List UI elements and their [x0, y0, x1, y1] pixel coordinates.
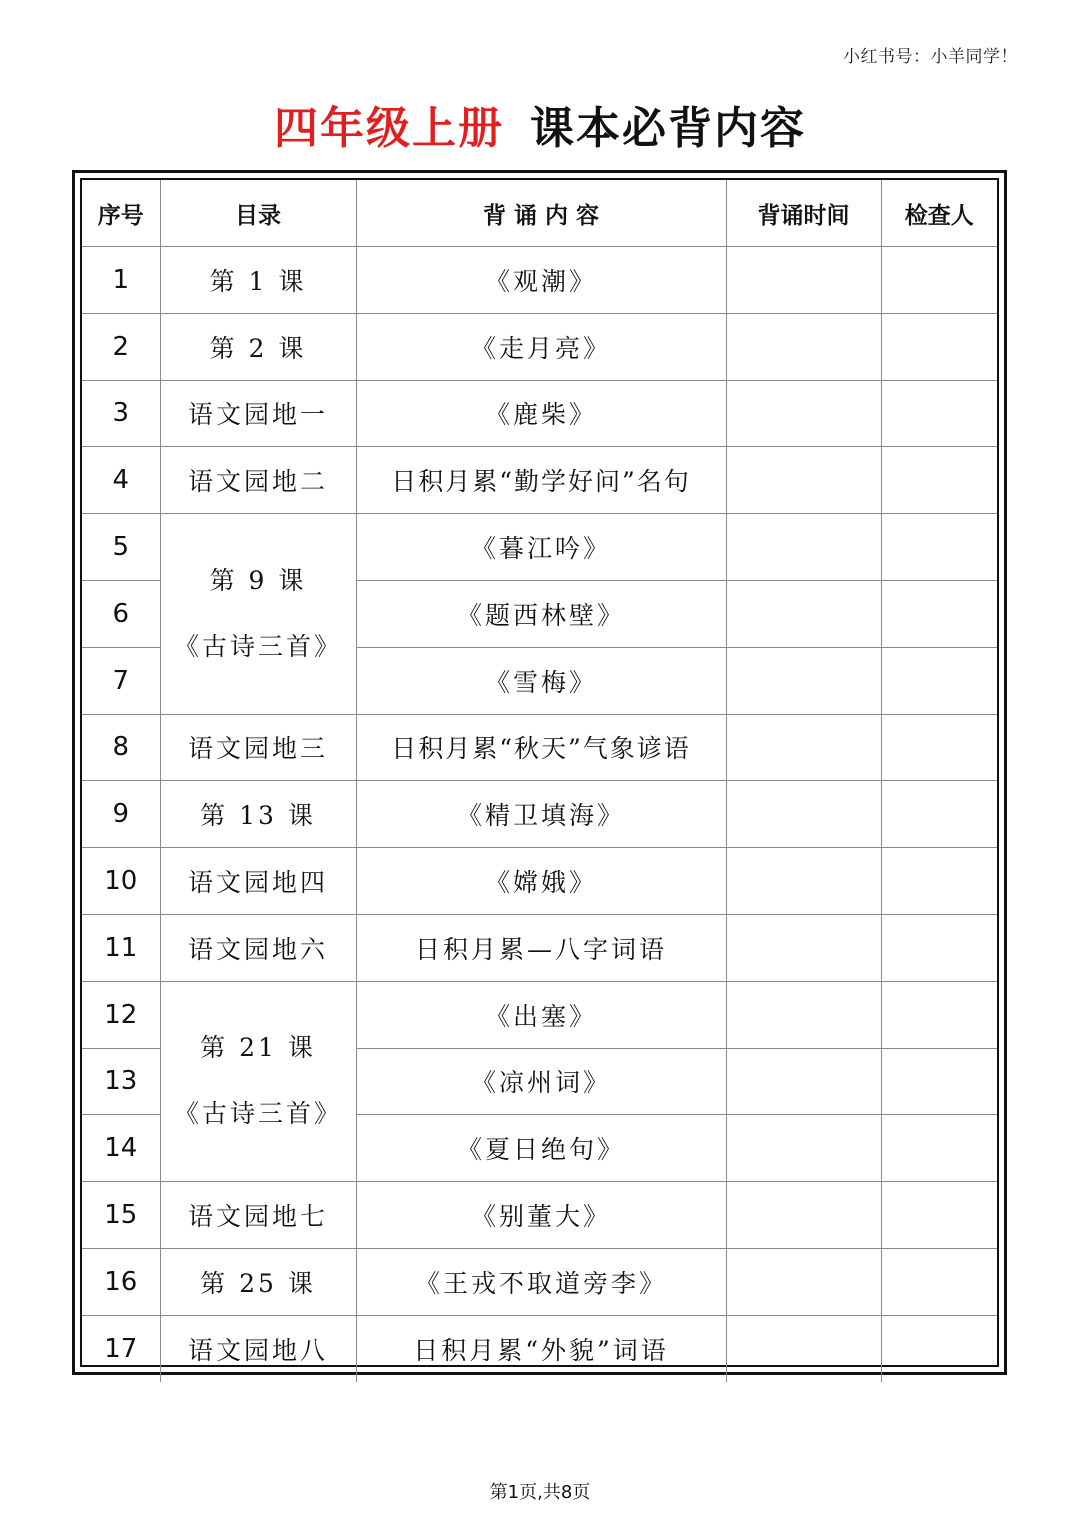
- table-row: [82, 1248, 997, 1315]
- row-checker-cell[interactable]: [881, 1048, 997, 1115]
- row-index: 7: [82, 647, 160, 714]
- row-index: 15: [82, 1182, 160, 1249]
- page-number: 第1页,共8页: [489, 1482, 591, 1503]
- watermark-account: 小红书号：小羊同学！: [843, 47, 1018, 67]
- row-checker-cell[interactable]: [881, 380, 997, 447]
- table-row: [82, 981, 997, 1048]
- row-lesson: 第 1 课: [160, 247, 356, 314]
- row-recite-time-cell[interactable]: [726, 781, 881, 848]
- lesson-number: 第 9 课: [209, 565, 307, 595]
- row-lesson: 语文园地四: [160, 848, 356, 915]
- header-content: 背 诵 内 容: [356, 180, 726, 247]
- row-recite-time-cell[interactable]: [726, 580, 881, 647]
- row-index: 1: [82, 247, 160, 314]
- header-recite-time: 背诵时间: [726, 180, 881, 247]
- row-index: 8: [82, 714, 160, 781]
- row-content: 日积月累—八字词语: [356, 914, 726, 981]
- row-recite-time-cell[interactable]: [726, 313, 881, 380]
- row-index: 13: [82, 1048, 160, 1115]
- table-row: [82, 313, 997, 380]
- row-checker-cell[interactable]: [881, 647, 997, 714]
- page-title: [0, 92, 1080, 156]
- row-index: 6: [82, 580, 160, 647]
- row-recite-time-cell[interactable]: [726, 1248, 881, 1315]
- title-grade: 四年级上册: [274, 103, 504, 154]
- row-content: 《雪梅》: [356, 647, 726, 714]
- row-checker-cell[interactable]: [881, 714, 997, 781]
- row-index: 16: [82, 1248, 160, 1315]
- row-checker-cell[interactable]: [881, 1115, 997, 1182]
- header-index: 序号: [82, 180, 160, 247]
- lesson-number: 第 21 课: [200, 1033, 316, 1063]
- row-lesson: 语文园地六: [160, 914, 356, 981]
- row-lesson: 第 13 课: [160, 781, 356, 848]
- row-recite-time-cell[interactable]: [726, 848, 881, 915]
- row-recite-time-cell[interactable]: [726, 380, 881, 447]
- row-recite-time-cell[interactable]: [726, 514, 881, 581]
- table-row: [82, 247, 997, 314]
- row-checker-cell[interactable]: [881, 1182, 997, 1249]
- row-content: 日积月累“秋天”气象谚语: [356, 714, 726, 781]
- row-content: 《走月亮》: [356, 313, 726, 380]
- row-index: 12: [82, 981, 160, 1048]
- header-checker: 检查人: [881, 180, 997, 247]
- row-checker-cell[interactable]: [881, 914, 997, 981]
- row-checker-cell[interactable]: [881, 981, 997, 1048]
- row-index: 3: [82, 380, 160, 447]
- row-recite-time-cell[interactable]: [726, 447, 881, 514]
- table-row: [82, 914, 997, 981]
- row-index: 5: [82, 514, 160, 581]
- row-content: 《出塞》: [356, 981, 726, 1048]
- row-content: 《鹿柴》: [356, 380, 726, 447]
- row-lesson: 语文园地三: [160, 714, 356, 781]
- row-content: 《题西林壁》: [356, 580, 726, 647]
- row-content: 《嫦娥》: [356, 848, 726, 915]
- row-lesson: 第 2 课: [160, 313, 356, 380]
- row-checker-cell[interactable]: [881, 247, 997, 314]
- row-recite-time-cell[interactable]: [726, 981, 881, 1048]
- row-lesson: 语文园地七: [160, 1182, 356, 1249]
- recitation-table: [82, 180, 997, 1382]
- row-index: 4: [82, 447, 160, 514]
- row-checker-cell[interactable]: [881, 514, 997, 581]
- table-header-row: [82, 180, 997, 247]
- row-lesson-merged: [160, 981, 356, 1181]
- table-frame: [72, 170, 1007, 1375]
- row-content: 日积月累“勤学好问”名句: [356, 447, 726, 514]
- row-recite-time-cell[interactable]: [726, 647, 881, 714]
- row-lesson: 语文园地一: [160, 380, 356, 447]
- row-content: 《王戎不取道旁李》: [356, 1248, 726, 1315]
- row-checker-cell[interactable]: [881, 781, 997, 848]
- table-row: [82, 1182, 997, 1249]
- row-content: 《暮江吟》: [356, 514, 726, 581]
- row-content: 《凉州词》: [356, 1048, 726, 1115]
- row-content: 《别董大》: [356, 1182, 726, 1249]
- row-recite-time-cell[interactable]: [726, 914, 881, 981]
- row-content: 《夏日绝句》: [356, 1115, 726, 1182]
- table-row: [82, 781, 997, 848]
- table-frame-inner: [80, 178, 999, 1367]
- row-checker-cell[interactable]: [881, 848, 997, 915]
- row-recite-time-cell[interactable]: [726, 1182, 881, 1249]
- table-row: [82, 1315, 997, 1381]
- table-row: [82, 447, 997, 514]
- row-content: 《精卫填海》: [356, 781, 726, 848]
- lesson-title: 《古诗三首》: [173, 1099, 342, 1129]
- row-lesson: 语文园地二: [160, 447, 356, 514]
- row-index: 9: [82, 781, 160, 848]
- row-checker-cell[interactable]: [881, 580, 997, 647]
- row-lesson: 第 25 课: [160, 1248, 356, 1315]
- row-checker-cell[interactable]: [881, 313, 997, 380]
- row-checker-cell[interactable]: [881, 1248, 997, 1315]
- row-recite-time-cell[interactable]: [726, 1048, 881, 1115]
- table-row: [82, 848, 997, 915]
- title-subject: 课本必背内容: [530, 103, 806, 154]
- table-row: [82, 380, 997, 447]
- row-index: 17: [82, 1315, 160, 1381]
- row-recite-time-cell[interactable]: [726, 247, 881, 314]
- lesson-title: 《古诗三首》: [173, 631, 342, 661]
- row-content: 日积月累“外貌”词语: [356, 1315, 726, 1381]
- row-index: 14: [82, 1115, 160, 1182]
- row-recite-time-cell[interactable]: [726, 1315, 881, 1381]
- header-lesson: 目录: [160, 180, 356, 247]
- row-checker-cell[interactable]: [881, 447, 997, 514]
- row-lesson: 语文园地八: [160, 1315, 356, 1381]
- row-recite-time-cell[interactable]: [726, 1115, 881, 1182]
- table-row: [82, 714, 997, 781]
- row-lesson-merged: [160, 514, 356, 714]
- row-index: 10: [82, 848, 160, 915]
- table-row: [82, 514, 997, 581]
- row-index: 11: [82, 914, 160, 981]
- row-index: 2: [82, 313, 160, 380]
- row-content: 《观潮》: [356, 247, 726, 314]
- row-checker-cell[interactable]: [881, 1315, 997, 1381]
- row-recite-time-cell[interactable]: [726, 714, 881, 781]
